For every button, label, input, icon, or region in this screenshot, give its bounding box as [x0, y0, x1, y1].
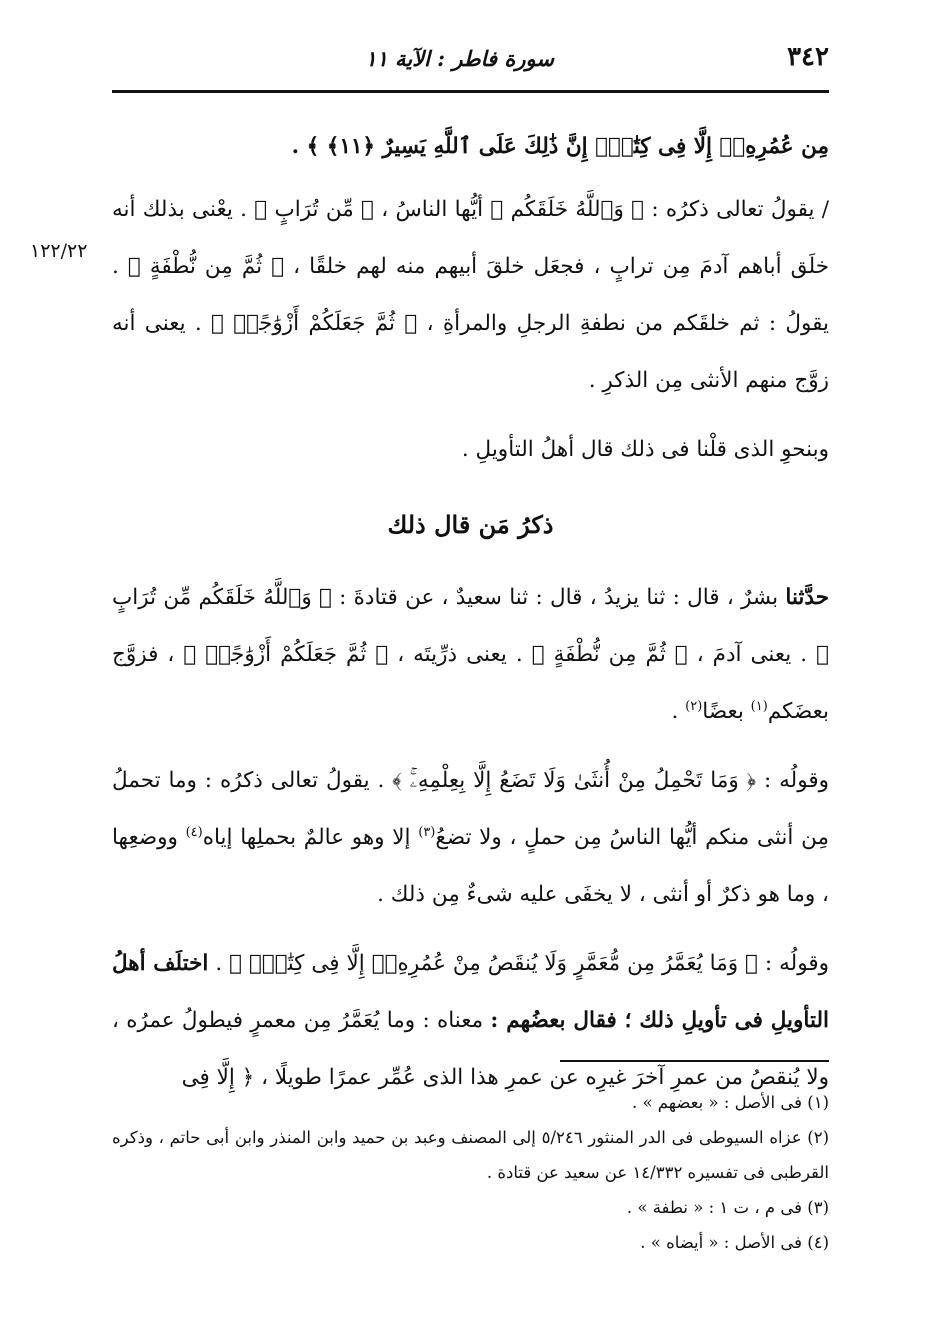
footnote-1: (١) فى الأصل : « بعضهم » .	[631, 1093, 829, 1112]
main-text	[112, 118, 829, 1118]
header-rule	[112, 90, 829, 93]
paragraph-commentary-4	[112, 935, 829, 1106]
footnote-marker-4: (٤)	[185, 824, 203, 840]
commentary-3-part-a: وقولُه : ﴿ وَمَا تَحْمِلُ مِنْ أُنثَىٰ وَلَا تَضَعُ إِلَّا بِعِلْمِهِۦۚ ﴾ . يقولُ تعالى ذكرُه : وما تحملُ مِن أنثى منكم أيُّها الناسُ مِن حملٍ ، ولا تضعُ	[112, 768, 829, 850]
running-header	[112, 40, 829, 82]
footnote-4: (٤) فى الأصل : « أيضاه » .	[640, 1233, 829, 1252]
footnotes	[112, 1085, 829, 1260]
commentary-4-body: معناه : وما يُعَمَّرُ مِن معمرٍ فيطولُ عمرُه ، ولا يُنقصُ من عمرِ آخرَ غيرِه عن عمرِ هذا الذى عُمِّر عمرًا طويلًا ، ﴿ إِلَّا فِى	[112, 1008, 829, 1090]
footnote-3: (٣) فى م ، ت ١ : « نطفة » .	[626, 1198, 829, 1217]
narration-word: بعضًا	[702, 699, 744, 724]
footnote-marker-1: (١)	[750, 698, 768, 714]
narration-end: .	[671, 699, 679, 724]
running-title: سورة فاطر : الآية ١١	[365, 46, 554, 71]
paragraph-commentary-3	[112, 752, 829, 923]
paragraph-commentary-1: / يقولُ تعالى ذكرُه : ﴿ وَٱللَّهُ خَلَقَكُم ﴾ أيُّها الناسُ ، ﴿ مِّن تُرَابٍ ﴾ . يعْنى بذلك أنه خلَق أباهم آدمَ مِن ترابٍ ، فجعَل خلقَ أبيهم منه لهم خلقًا ، ﴿ ثُمَّ مِن نُّطْفَةٍ ﴾ . يقولُ : ثم خلقَكم من نطفةِ الرجلِ والمرأةِ ، ﴿ ثُمَّ جَعَلَكُمْ أَزْوَٰجًاۚ ﴾ . يعنى أنه زوَّج منهم الأنثى مِن الذكرِ .	[112, 197, 829, 393]
commentary-4-bold: اختلَف أهلُ التأويلِ فى تأويلِ ذلك ؛ فقال بعضُهم :	[112, 951, 829, 1033]
narration-body: بشرٌ ، قال : ثنا يزيدُ ، قال : ثنا سعيدٌ ، عن قتادةَ : ﴿ وَٱللَّهُ خَلَقَكُم مِّن تُرَابٍ ﴾ . يعنى آدمَ ، ﴿ ثُمَّ مِن نُّطْفَةٍ ﴾ . يعنى ذرِّيتَه ، ﴿ ثُمَّ جَعَلَكُمْ أَزْوَٰجًاۚ ﴾ ، فزوَّج بعضَكم	[112, 585, 829, 724]
footnote-marker-3: (٣)	[418, 824, 436, 840]
paragraph-commentary-2: وبنحوِ الذى قلْنا فى ذلك قال أهلُ التأويلِ .	[461, 437, 829, 462]
commentary-4-verse: وقولُه : ﴿ وَمَا يُعَمَّرُ مِن مُّعَمَّرٍ وَلَا يُنقَصُ مِنْ عُمُرِهِۦٓ إِلَّا فِى كِتَٰبٍۚ ﴾ .	[215, 951, 829, 976]
narration-lead: حدَّثنا	[785, 585, 829, 610]
footnote-2: (٢) عزاه السيوطى فى الدر المنثور ٥/٢٤٦ إلى المصنف وعبد بن حميد وابن المنذر وابن أبى حاتم ، وذكره القرطبى فى تفسيره ١٤/٣٣٢ عن سعيد عن قتادة .	[112, 1128, 829, 1182]
page-number: ٣٤٢	[787, 42, 829, 72]
footnote-rule	[560, 1060, 829, 1062]
commentary-3-part-c: ووضعِها ، وما هو ذكرٌ أو أنثى ، لا يخفَى عليه شىءٌ مِن ذلك .	[112, 825, 829, 907]
footnote-marker-2: (٢)	[685, 698, 703, 714]
paragraph-narration	[112, 569, 829, 740]
paragraph-verse-continuation: مِن عُمُرِهِۦٓ إِلَّا فِى كِتَٰبٍۚ إِنَّ ذَٰلِكَ عَلَى ٱللَّهِ يَسِيرٌ ﴿١١﴾ ﴾ .	[291, 134, 829, 159]
commentary-3-part-b: إلا وهو عالمٌ بحملِها إياه	[202, 825, 411, 850]
margin-reference: ١٢٢/٢٢	[30, 240, 88, 262]
section-heading: ذكرُ مَن قال ذلك	[387, 510, 554, 539]
